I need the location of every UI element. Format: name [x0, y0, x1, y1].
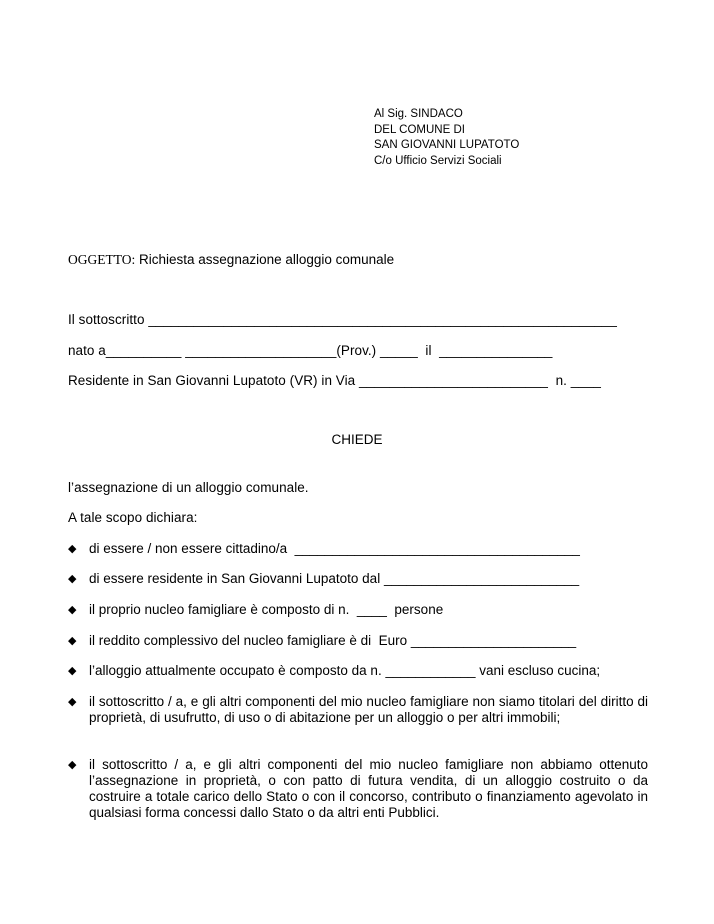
recipient-line-3: SAN GIOVANNI LUPATOTO [374, 139, 520, 151]
recipient-line-2: DEL COMUNE DI [374, 123, 465, 136]
declaration-text[interactable]: di essere / non essere cittadino/a ______________________________________ [89, 541, 580, 556]
bullet-diamond-icon: ◆ [68, 635, 77, 647]
declaration-text[interactable]: l’alloggio attualmente occupato è composto da n. ____________ vani escluso cucina; [89, 663, 601, 678]
recipient-line-4: C/o Ufficio Servizi Sociali [374, 154, 502, 167]
subject-line [68, 252, 394, 268]
declaration-text: il sottoscritto / a, e gli altri componenti del mio nucleo famigliare non abbiamo ottenuto l’assegnazione in proprietà, o con patto di futura vendita, di un alloggio costruito o da costruire a totale carico dello Stato o con il concorso, contributo o finanziamento agevolato in qualsiasi forma concessi dallo Stato o da altri enti Pubblici. [89, 757, 652, 820]
declaration-item [68, 571, 648, 587]
bullet-diamond-icon: ◆ [68, 573, 77, 585]
declaration-text[interactable]: il proprio nucleo famigliare è composto di n. ____ persone [89, 602, 444, 617]
declaration-item [68, 663, 648, 679]
field-sottoscritto[interactable]: Il sottoscritto ______________________________________________________________ [68, 312, 617, 327]
chiede-heading: CHIEDE [331, 432, 383, 447]
intro-text: A tale scopo dichiara: [68, 510, 198, 525]
field-residente[interactable]: Residente in San Giovanni Lupatoto (VR) in Via _________________________ n. ____ [68, 373, 601, 388]
declaration-text[interactable]: di essere residente in San Giovanni Lupatoto dal __________________________ [89, 571, 580, 586]
declaration-item [68, 757, 652, 821]
field-nato[interactable]: nato a__________ ____________________(Prov.) _____ il _______________ [68, 343, 553, 358]
bullet-diamond-icon: ◆ [68, 759, 77, 771]
bullet-diamond-icon: ◆ [68, 543, 77, 555]
bullet-diamond-icon: ◆ [68, 696, 77, 708]
subject-label: OGGETTO: [68, 252, 136, 267]
bullet-diamond-icon: ◆ [68, 604, 77, 616]
subject-text: Richiesta assegnazione alloggio comunale [139, 252, 395, 267]
request-text: l’assegnazione di un alloggio comunale. [68, 480, 309, 495]
declaration-text: il sottoscritto / a, e gli altri componenti del mio nucleo famigliare non siamo titolari del diritto di proprietà, di usufrutto, di uso o di abitazione per un alloggio o per altri immobili; [89, 694, 652, 725]
declaration-item [68, 602, 648, 618]
declaration-item [68, 633, 648, 649]
bullet-diamond-icon: ◆ [68, 665, 77, 677]
declaration-text[interactable]: il reddito complessivo del nucleo famigliare è di Euro ______________________ [89, 633, 577, 648]
declaration-item [68, 694, 652, 726]
recipient-address [374, 107, 519, 169]
recipient-line-1: Al Sig. SINDACO [374, 108, 463, 120]
declaration-item [68, 541, 648, 557]
